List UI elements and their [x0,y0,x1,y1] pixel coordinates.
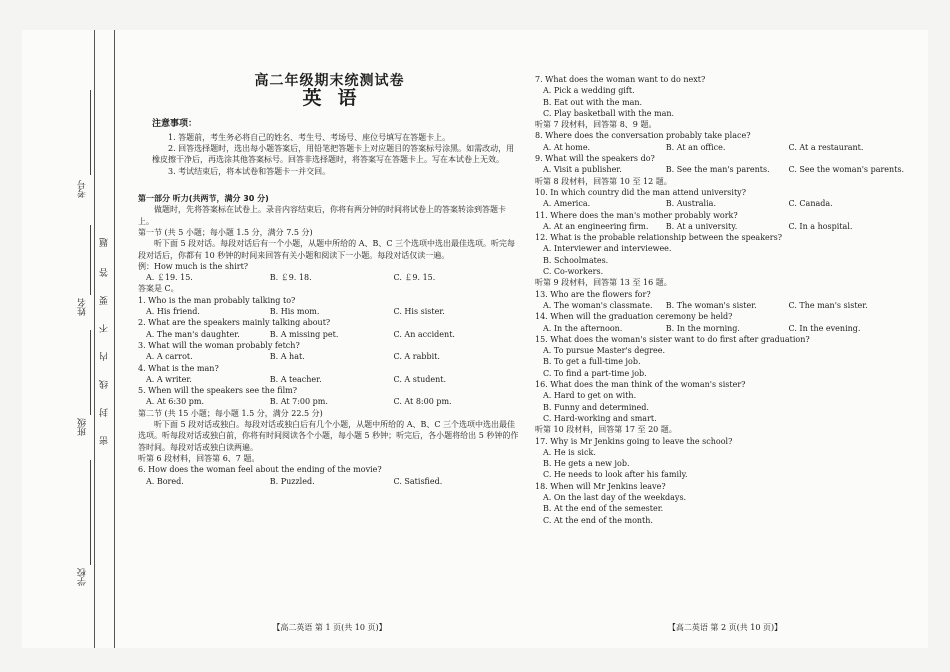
option: B. See the man's parents. [665,165,770,175]
material-note: 听第 9 段材料，回答第 13 至 16 题。 [535,278,672,288]
option: B. Funny and determined. [543,402,649,412]
option: C. To find a part-time job. [543,368,647,378]
binding-line-outer [94,30,95,648]
material-note: 听第 8 段材料，回答第 10 至 12 题。 [535,176,672,186]
options-row [138,374,521,385]
material-note: 听第 10 段材料，回答第 17 至 20 题。 [535,425,677,435]
side-label-school: 学校 [78,568,88,586]
option: B. At an office. [665,142,726,152]
option: B. To get a full-time job. [543,357,641,367]
page-footer: 【高二英语 第 2 页(共 10 页)】 [667,623,783,632]
option: A. The woman's classmate. [543,300,653,310]
option: C. In the evening. [788,323,861,333]
option: B. At the end of the semester. [543,504,664,514]
seal-char: 题 [100,238,110,247]
option: B. His mom. [269,307,320,317]
subject-title: 英语 [302,87,373,110]
option: C. ￡9. 15. [393,273,436,283]
options-row [535,164,915,175]
option: C. See the woman's parents. [788,165,905,175]
option: C. A rabbit. [393,352,440,362]
side-fill-line [90,330,91,415]
option: C. His sister. [393,307,445,317]
options-row [138,396,521,407]
question: 18. When will Mr Jenkins leave? [535,481,666,491]
options-row [535,323,915,334]
option: A. At an engineering firm. [543,221,649,231]
binding-line-inner [114,30,115,648]
seal-char: 答 [100,268,110,277]
option: C. At the end of the month. [543,515,653,525]
example-answer: 答案是 C。 [138,284,179,294]
side-label-exam-number: 考号 [78,180,88,198]
notice-item: 1. 答题前，考生务必将自己的姓名、考生号、考场号、座位号填写在答题卡上。 [168,132,451,142]
seal-char: 要 [100,296,110,305]
option: C. The man's sister. [788,300,868,310]
option: B. ￡9. 18. [269,273,312,283]
question: 12. What is the probable relationship between the speakers? [535,233,782,243]
option: C. At 8:00 pm. [393,397,452,407]
part1-intro: 做题时，先将答案标在试卷上。录音内容结束后，你将有两分钟的时间将试卷上的答案转涂到答题卡上。 [138,205,506,226]
question: 3. What will the woman probably fetch? [138,340,300,350]
section2-heading: 第二节 (共 15 小题；每小题 1.5 分，满分 22.5 分) [138,408,323,418]
options-row [138,351,521,362]
options-row [535,198,915,209]
question: 7. What does the woman want to do next? [535,75,706,84]
question: 1. Who is the man probably talking to? [138,295,296,305]
option: A. Interviewer and interviewee. [543,244,672,254]
side-label-class: 班级 [78,418,88,436]
options-row [138,306,521,317]
notice-heading: 注意事项： [152,118,198,129]
option: A. A carrot. [146,352,193,362]
option: B. At a university. [665,221,738,231]
option: C. At a restaurant. [788,142,864,152]
option: A. In the afternoon. [543,323,623,333]
seal-char: 密 [100,436,110,445]
option: B. Eat out with the man. [543,97,643,107]
seal-char: 线 [100,380,110,389]
question: 8. Where does the conversation probably take place? [535,131,751,141]
section1-intro: 听下面 5 段对话。每段对话后有一个小题，从题中所给的 A、B、C 三个选项中选出最佳选项。听完每段对话后，你都有 10 秒钟的时间来回答有关小题和阅读下一小题。每段对话仅读一遍。 [138,239,516,260]
question: 13. Who are the flowers for? [535,289,651,299]
option: A. To pursue Master's degree. [543,346,666,356]
exam-sheet [22,30,928,648]
notice-item: 2. 回答选择题时，选出每小题答案后，用铅笔把答题卡上对应题目的答案标号涂黑。如需改动，用橡皮擦干净后，再选涂其他答案标号。回答非选择题时，将答案写在答题卡上。写在本试卷上无效。 [152,144,515,165]
side-label-name: 姓名 [78,298,88,316]
option: A. His friend. [146,307,200,317]
option: B. Puzzled. [269,476,315,486]
question: 6. How does the woman feel about the ending of the movie? [138,465,382,475]
option: A. ￡19. 15. [146,273,193,283]
exam-title: 高二年级期末统测试卷 [254,73,405,89]
options-row [138,476,521,487]
option: B. A teacher. [269,374,322,384]
question: 17. Why is Mr Jenkins going to leave the school? [535,436,733,446]
option: B. In the morning. [665,323,740,333]
example-question: 例：How much is the shirt? [138,261,249,271]
section2-intro: 听下面 5 段对话或独白。每段对话或独白后有几个小题，从题中所给的 A、B、C 三个选项中选出最佳选项。听每段对话或独白前，你将有时间阅读各个小题，每小题 5 秒钟；听完后，各小题将给出 5 秒钟的作答时间。每段对话或独白读两遍。 [138,420,519,452]
question: 15. What does the woman's sister want to do first after graduation? [535,334,810,344]
seal-char: 封 [100,408,110,417]
option: A. At 6:30 pm. [146,397,205,407]
notice-item: 3. 考试结束后，将本试卷和答题卡一并交回。 [168,166,331,176]
side-fill-line [90,90,91,175]
page-2-column [535,74,915,526]
option: B. A hat. [269,352,305,362]
option: C. Co-workers. [543,267,604,277]
options-row [138,329,521,340]
material-note: 听第 6 段材料，回答第 6、7 题。 [138,453,260,463]
option: A. Bored. [146,476,184,486]
question: 4. What is the man? [138,363,219,373]
section1-heading: 第一节 (共 5 小题；每小题 1.5 分，满分 7.5 分) [138,227,313,237]
option: C. Play basketball with the man. [543,108,675,118]
option: C. Hard-working and smart. [543,413,657,423]
option: B. He gets a new job. [543,459,630,469]
material-note: 听第 7 段材料，回答第 8、9 题。 [535,120,657,130]
question: 14. When will the graduation ceremony be held? [535,312,733,322]
option: C. Satisfied. [393,476,443,486]
option: A. He is sick. [543,447,596,457]
options-row [535,221,915,232]
options-row [535,142,915,153]
page-1-column [138,30,521,487]
option: B. A missing pet. [269,329,339,339]
question: 2. What are the speakers mainly talking about? [138,318,331,328]
option: C. A student. [393,374,446,384]
page-footer: 【高二英语 第 1 页(共 10 页)】 [272,623,387,632]
option: C. An accident. [393,329,455,339]
option: C. Canada. [788,199,833,209]
option: A. A writer. [146,374,192,384]
option: B. Australia. [665,199,716,209]
seal-char: 不 [100,324,110,333]
option: B. Schoolmates. [543,255,609,265]
option: A. At home. [543,142,591,152]
part1-heading: 第一部分 听力(共两节，满分 30 分) [138,194,269,204]
option: B. At 7:00 pm. [269,397,328,407]
question: 9. What will the speakers do? [535,154,655,164]
seal-char: 内 [100,352,110,361]
option: A. On the last day of the weekdays. [543,492,687,502]
question: 11. Where does the man's mother probably work? [535,210,738,220]
option: A. Pick a wedding gift. [543,86,635,96]
option: B. The woman's sister. [665,300,757,310]
example-options [138,272,521,283]
option: A. Hard to get on with. [543,391,637,401]
option: A. Visit a publisher. [543,165,622,175]
question: 5. When will the speakers see the film? [138,386,298,396]
option: A. America. [543,199,591,209]
side-fill-line [90,460,91,565]
option: A. The man's daughter. [146,329,240,339]
options-row [535,300,915,311]
option: C. He needs to look after his family. [543,470,688,480]
question: 10. In which country did the man attend university? [535,187,746,197]
side-fill-line [90,225,91,295]
question: 16. What does the man think of the woman's sister? [535,380,746,390]
option: C. In a hospital. [788,221,853,231]
